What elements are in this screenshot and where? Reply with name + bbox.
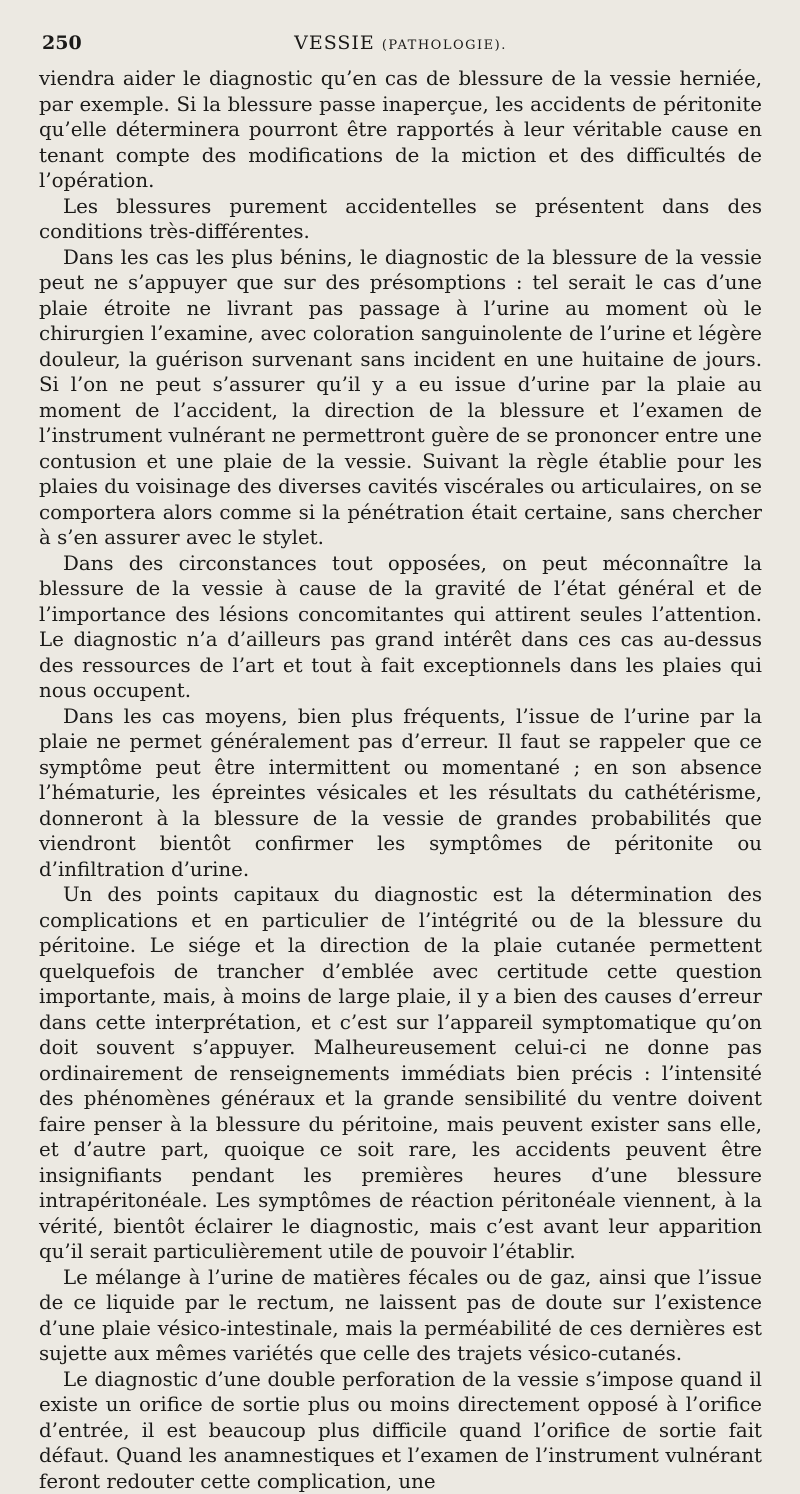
page-number: 250: [42, 32, 82, 54]
paragraph: viendra aider le diagnostic qu’en cas de blessure de la vessie herniée, par exemple. Si la blessure passe inaperçue, les accidents de péritonite qu’elle déterminera pourront être rapportés à leur véritable cause en tenant compte des modifications de la miction et des difficultés de l’opération.: [39, 66, 762, 194]
paragraph: Le diagnostic d’une double perforation de la vessie s’impose quand il existe un orifice de sortie plus ou moins directement opposé à l’orifice d’entrée, il est beaucoup plus difficile quand l’orifice de sortie fait défaut. Quand les anamnestiques et l’examen de l’instrument vulnérant feront redouter cette complication, une: [39, 1367, 762, 1494]
paragraph: Dans les cas les plus bénins, le diagnostic de la blessure de la vessie peut ne s’appuyer que sur des présomptions : tel serait le cas d’une plaie étroite ne livrant pas passage à l’urine au moment où le chirurgien l’examine, avec coloration sanguinolente de l’urine et légère douleur, la guérison survenant sans incident en une huitaine de jours. Si l’on ne peut s’assurer qu’il y a eu issue d’urine par la plaie au moment de l’accident, la direction de la blessure et l’examen de l’instrument vulnérant ne permettront guère de se prononcer entre une contusion et une plaie de la vessie. Suivant la règle établie pour les plaies du voisinage des diverses cavités viscérales ou articulaires, on se comportera alors comme si la pénétration était certaine, sans chercher à s’en assurer avec le stylet.: [39, 245, 762, 551]
paragraph: Dans les cas moyens, bien plus fréquents, l’issue de l’urine par la plaie ne permet généralement pas d’erreur. Il faut se rappeler que ce symptôme peut être intermittent ou momentané ; en son absence l’hématurie, les épreintes vésicales et les résultats du cathétérisme, donneront à la blessure de la vessie de grandes probabilités que viendront bientôt confirmer les symptômes de péritonite ou d’infiltration d’urine.: [39, 704, 762, 883]
paragraph: Les blessures purement accidentelles se présentent dans des conditions très-différentes.: [39, 194, 762, 245]
running-title: [39, 32, 762, 54]
body-text: [39, 66, 762, 1494]
running-title-main: VESSIE: [294, 32, 375, 54]
running-header: [39, 26, 762, 66]
paragraph: Un des points capitaux du diagnostic est la détermination des complications et en particulier de l’intégrité ou de la blessure du péritoine. Le siége et la direction de la plaie cutanée permettent quelquefois de trancher d’emblée avec certitude cette question importante, mais, à moins de large plaie, il y a bien des causes d’erreur dans cette interprétation, et c’est sur l’appareil symptomatique qu’on doit souvent s’appuyer. Malheureusement celui-ci ne donne pas ordinairement de renseignements immédiats bien précis : l’intensité des phénomènes généraux et la grande sensibilité du ventre doivent faire penser à la blessure du péritoine, mais peuvent exister sans elle, et d’autre part, quoique ce soit rare, les accidents peuvent être insignifiants pendant les premières heures d’une blessure intrapéritonéale. Les symptômes de réaction péritonéale viennent, à la vérité, bientôt éclairer le diagnostic, mais c’est avant leur apparition qu’il serait particulièrement utile de pouvoir l’établir.: [39, 882, 762, 1265]
running-title-subtitle: (PATHOLOGIE).: [382, 38, 507, 53]
paragraph: Le mélange à l’urine de matières fécales ou de gaz, ainsi que l’issue de ce liquide par le rectum, ne laissent pas de doute sur l’existence d’une plaie vésico-intestinale, mais la perméabilité de ces dernières est sujette aux mêmes variétés que celle des trajets vésico-cutanés.: [39, 1265, 762, 1367]
paragraph: Dans des circonstances tout opposées, on peut méconnaître la blessure de la vessie à cause de la gravité de l’état général et de l’importance des lésions concomitantes qui attirent seules l’attention. Le diagnostic n’a d’ailleurs pas grand intérêt dans ces cas au-dessus des ressources de l’art et tout à fait exceptionnels dans les plaies qui nous occupent.: [39, 551, 762, 704]
